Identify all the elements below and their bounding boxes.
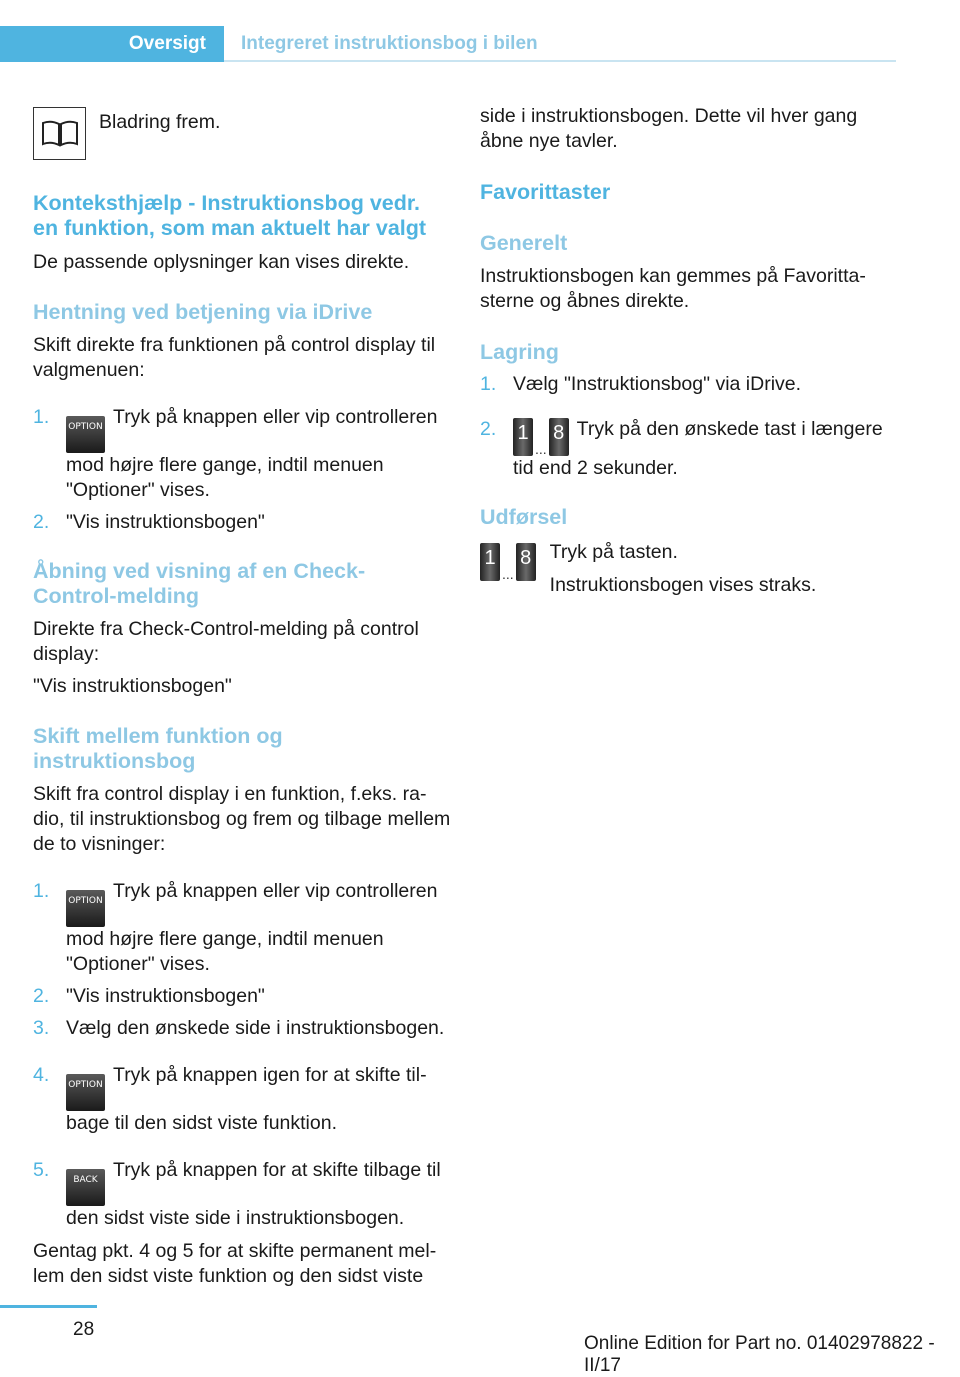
footer-divider — [0, 1305, 97, 1308]
ellipsis: ... — [535, 441, 547, 457]
step-list — [33, 405, 451, 535]
subsection-title: Generelt — [480, 231, 568, 255]
subsection-title-line: instruktionsbog — [33, 749, 196, 773]
subsection-title-line: Control-melding — [33, 584, 200, 608]
list-item — [33, 1016, 451, 1041]
step-text: Tryk på knappen eller vip controlleren mod højre flere gange, indtil menuen "Optioner" vises. — [66, 880, 438, 975]
paragraph: De passende oplysninger kan vises direkte. — [33, 251, 410, 273]
header-chapter-title: Integreret instruktionsbog i bilen — [241, 33, 538, 54]
right-column — [480, 100, 898, 598]
step-number: 1. — [480, 373, 497, 395]
paragraph: Instruktionsbogen kan gemmes på Favorittasterne og åbnes direkte. — [480, 265, 866, 312]
list-item — [33, 510, 451, 535]
list-item — [480, 372, 898, 397]
paragraph: Instruktionsbogen vises straks. — [549, 574, 817, 596]
list-item — [33, 405, 451, 503]
header-section-label: Oversigt — [128, 33, 206, 54]
paragraph: side i instruktionsbogen. Dette vil hver gang åbne nye tavler. — [480, 105, 858, 152]
section-context-help — [33, 191, 451, 275]
section-title — [33, 191, 451, 241]
step-text: Tryk på knappen for at skifte tilbage til den sidst viste side i instruktionsbogen. — [66, 1159, 441, 1229]
option-button-icon: OPTION — [66, 416, 105, 453]
favorite-key-8-icon: 8 — [516, 543, 536, 581]
list-item — [33, 879, 451, 977]
option-button-icon: OPTION — [66, 1074, 105, 1111]
step-number: 2. — [33, 985, 50, 1007]
favorite-key-8-icon: 8 — [549, 418, 569, 456]
step-text: "Vis instruktionsbogen" — [66, 985, 265, 1007]
list-item — [480, 417, 898, 481]
step-number: 4. — [33, 1064, 50, 1086]
section-title-line: Konteksthjælp - Instruktionsbog vedr. — [33, 191, 421, 215]
subsection-title: Lagring — [480, 340, 559, 364]
subsection-title — [33, 559, 451, 609]
paragraph: Tryk på tasten. — [549, 541, 678, 563]
step-number: 2. — [480, 418, 497, 440]
step-text: Vælg den ønskede side i instruktionsbogen. — [66, 1017, 445, 1039]
step-list — [33, 879, 451, 1231]
page-number: 28 — [73, 1319, 95, 1340]
header-divider — [224, 60, 896, 62]
subsection-title: Udførsel — [480, 505, 568, 529]
subsection-title: Hentning ved betjening via iDrive — [33, 300, 373, 324]
execute-text — [550, 540, 817, 598]
subsection-title-line: Åbning ved visning af en Check- — [33, 559, 366, 583]
section-title: Favorittaster — [480, 180, 611, 204]
favorite-key-1-icon: 1 — [480, 543, 500, 581]
paragraph: Skift direkte fra funktionen på control display til valgmenuen: — [33, 334, 436, 381]
paragraph: "Vis instruktionsbogen" — [33, 675, 232, 697]
section-check-control — [33, 559, 451, 699]
step-text: Tryk på knappen igen for at skifte tilbage til den sidst viste funktion. — [66, 1064, 427, 1134]
paragraph: Skift fra control display i en funktion, f.eks. radio, til instruktionsbog og frem og tilbage mellem de to visninger: — [33, 783, 451, 855]
subsection-title-line: Skift mellem funktion og — [33, 724, 283, 748]
back-button-icon: BACK — [66, 1169, 105, 1206]
book-icon — [33, 107, 86, 160]
step-text: Vælg "Instruktionsbog" via iDrive. — [513, 373, 802, 395]
list-item — [33, 1158, 451, 1231]
page-forward-row — [33, 107, 451, 160]
favorite-keys-icon — [513, 418, 569, 456]
step-number: 1. — [33, 880, 50, 902]
section-switch — [33, 724, 451, 1289]
favorite-keys-icon — [480, 543, 536, 581]
left-column — [33, 100, 451, 1289]
paragraph: Gentag pkt. 4 og 5 for at skifte permanent mellem den sidst viste funktion og den sidst viste — [33, 1240, 437, 1287]
section-idrive — [33, 300, 451, 535]
step-number: 2. — [33, 511, 50, 533]
ellipsis: ... — [502, 566, 514, 582]
favorite-key-1-icon: 1 — [513, 418, 533, 456]
list-item — [33, 1063, 451, 1136]
step-number: 3. — [33, 1017, 50, 1039]
paragraph: Direkte fra Check-Control-melding på control display: — [33, 618, 419, 665]
option-button-icon: OPTION — [66, 890, 105, 927]
step-list — [480, 372, 898, 481]
step-text: "Vis instruktionsbogen" — [66, 511, 265, 533]
step-text: Tryk på knappen eller vip controlleren mod højre flere gange, indtil menuen "Optioner" vises. — [66, 406, 438, 501]
step-text: Tryk på den ønskede tast i længere tid end 2 sekunder. — [513, 418, 883, 479]
step-number: 5. — [33, 1159, 50, 1181]
edition-note: Online Edition for Part no. 01402978822 - II/17 — [584, 1333, 935, 1376]
step-number: 1. — [33, 406, 50, 428]
execute-row — [480, 540, 898, 598]
section-title-line: en funktion, som man aktuelt har valgt — [33, 216, 427, 240]
list-item — [33, 984, 451, 1009]
page-forward-text: Bladring frem. — [99, 111, 221, 133]
subsection-title — [33, 724, 451, 774]
